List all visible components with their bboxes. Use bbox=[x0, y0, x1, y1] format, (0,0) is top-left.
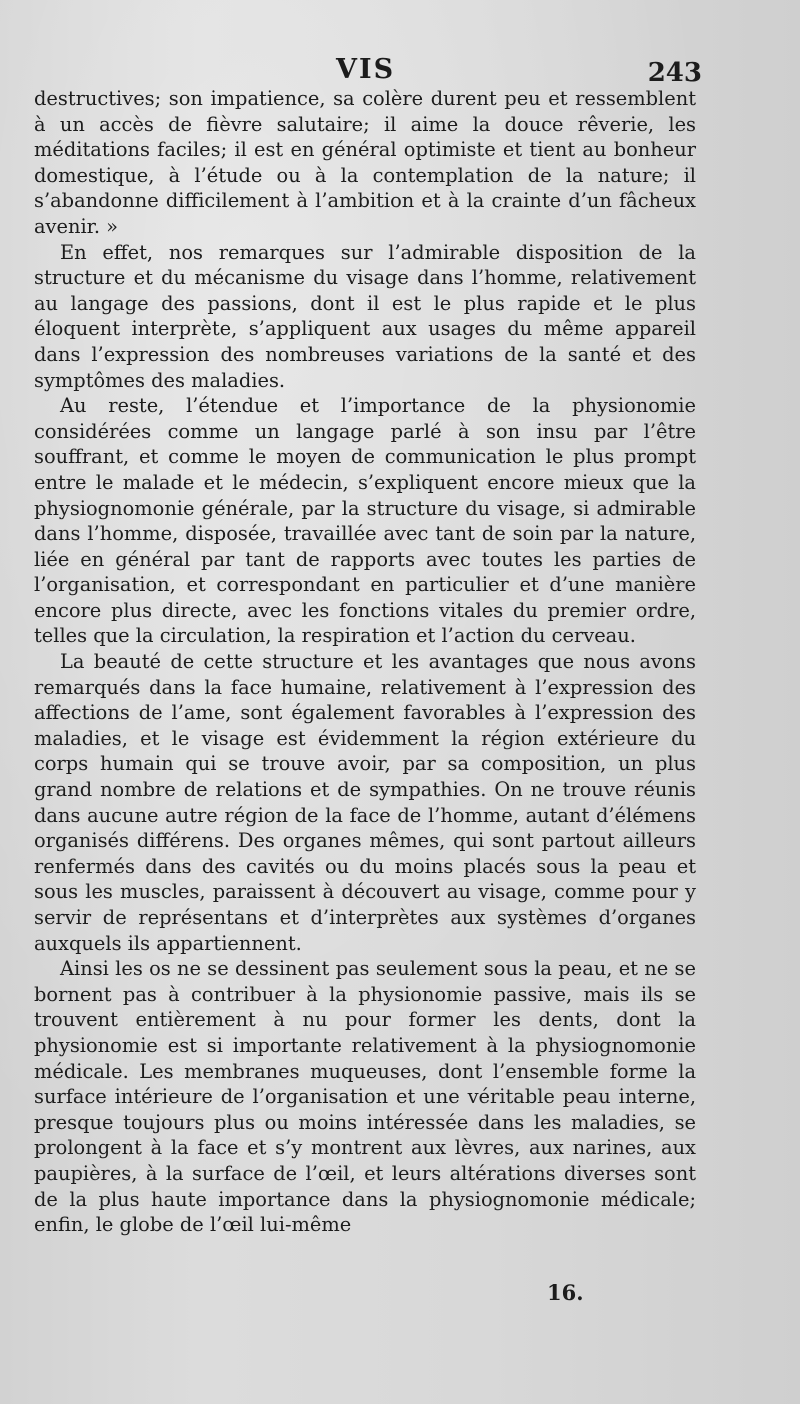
signature-mark: 16. bbox=[547, 1280, 584, 1305]
paragraph: La beauté de cette structure et les avantages que nous avons remarqués dans la face humaine, relativement à l’expression des affections de l’ame, sont également favorables à l’expression des maladies, et le visage est évidemment la région extérieure du corps humain qui se trouve avoir, par sa composition, un plus grand nombre de relations et de sympathies. On ne trouve réunis dans aucune autre région de la face de l’homme, autant d’élémens organisés différens. Des organes mêmes, qui sont partout ailleurs renfermés dans des cavités ou du moins placés sous la peau et sous les muscles, paraissent à découvert au visage, comme pour y servir de représentans et d’interprètes aux systèmes d’organes auxquels ils appartiennent. bbox=[34, 650, 696, 955]
paragraph: En effet, nos remarques sur l’admirable disposition de la structure et du mécanisme du visage dans l’homme, relativement au langage des passions, dont il est le plus rapide et le plus éloquent interprète, s’appliquent aux usages du même appareil dans l’expression des nombreuses variations de la santé et des symptômes des maladies. bbox=[34, 240, 696, 392]
running-head: VIS bbox=[336, 54, 396, 85]
paragraph-continued: destructives; son impatience, sa colère durent peu et ressemblent à un accès de fièvre salutaire; il aime la douce rêverie, les méditations faciles; il est en général optimiste et tient au bonheur domestique, à l’étude ou à la contemplation de la nature; il s’abandonne difficilement à l’ambition et à la crainte d’un fâcheux avenir. » bbox=[34, 87, 696, 238]
body-text bbox=[34, 86, 696, 1238]
paragraph: Ainsi les os ne se dessinent pas seulement sous la peau, et ne se bornent pas à contribuer à la physionomie passive, mais ils se trouvent entièrement à nu pour former les dents, dont la physionomie est si importante relativement à la physiognomonie médicale. Les membranes muqueuses, dont l’ensemble forme la surface intérieure de l’organisation et une véritable peau interne, presque toujours plus ou moins intéressée dans les maladies, se prolongent à la face et s’y montrent aux lèvres, aux narines, aux paupières, à la surface de l’œil, et leurs altérations diverses sont de la plus haute importance dans la physiognomonie médicale; enfin, le globe de l’œil lui-même bbox=[34, 957, 696, 1237]
paragraph: Au reste, l’étendue et l’importance de la physionomie considérées comme un langage parlé à son insu par l’être souffrant, et comme le moyen de communication le plus prompt entre le malade et le médecin, s’expliquent encore mieux que la physiognomonie générale, par la structure du visage, si admirable dans l’homme, disposée, travaillée avec tant de soin par la nature, liée en général par tant de rapports avec toutes les parties de l’organisation, et correspondant en particulier et d’une manière encore plus directe, avec les fonctions vitales du premier ordre, telles que la circulation, la respiration et l’action du cerveau. bbox=[34, 394, 696, 648]
page-number: 243 bbox=[647, 58, 702, 88]
page-header bbox=[0, 54, 800, 90]
